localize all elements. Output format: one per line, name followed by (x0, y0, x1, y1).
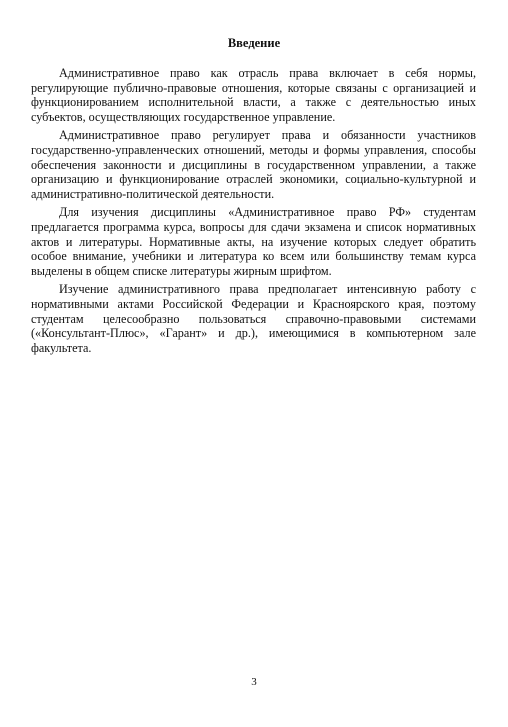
paragraph-3: Для изучения дисциплины «Административное право РФ» студентам предлагается программа курса, вопросы для сдачи экзамена и список нормативных актов и литературы. Нормативные акты, на изучение которых следует обратить особое внимание, учебники и литература ко всем или большинству темам курса выделены в общем списке литературы жирным шрифтом. (31, 205, 476, 278)
paragraph-1: Административное право как отрасль права включает в себя нормы, регулирующие публично-правовые отношения, которые связаны с организацией и функционированием исполнительной власти, а также с деятельностью иных субъектов, осуществляющих государственное управление. (31, 66, 476, 124)
paragraph-4: Изучение административного права предполагает интенсивную работу с нормативными актами Российской Федерации и Красноярского края, поэтому студентам целесообразно пользоваться справочно-правовыми системами («Консультант-Плюс», «Гарант» и др.), имеющимися в компьютерном зале факультета. (31, 282, 476, 355)
page-title: Введение (227, 36, 281, 50)
paragraph-2: Административное право регулирует права и обязанности участников государственно-управленческих отношений, методы и формы управления, способы обеспечения законности и дисциплины в государственном управлении, а также организацию и функционирование отраслей экономики, социально-культурной и административно-политической деятельности. (31, 128, 476, 201)
document-body (31, 66, 476, 359)
page-number: 3 (251, 676, 257, 688)
